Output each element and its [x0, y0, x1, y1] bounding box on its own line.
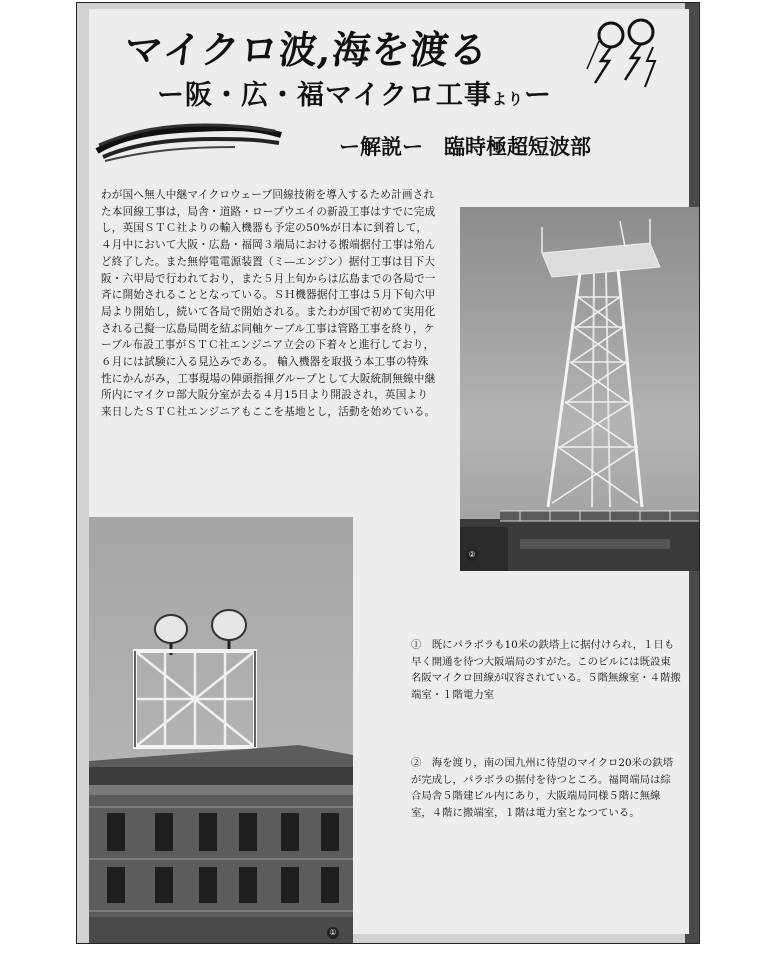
- caption-osaka: ① 既にパラボラも10米の鉄塔上に据付けられ，１日も早く開通を待つ大阪端局のすがた。このビルには既設東名阪マイクロ回線が収容されている。５階無線室・４階搬端室・１階電力室: [411, 639, 681, 701]
- headline: マイクロ波,海を渡る: [122, 27, 491, 72]
- subtitle-main: ー阪・広・福マイクロ工事: [157, 80, 492, 111]
- magazine-page: [89, 9, 689, 937]
- photo-number-2: ②: [466, 549, 478, 561]
- scanned-page: [76, 2, 700, 944]
- lightning-dish-illustration: [579, 17, 674, 92]
- brush-stroke-decoration: [95, 117, 285, 167]
- subtitle-suffix: より: [491, 90, 524, 108]
- photo-fukuoka-tower: [460, 207, 700, 571]
- tower-photo-image: [460, 207, 700, 571]
- photo-osaka-building: [89, 517, 353, 944]
- subtitle-dash: ー: [523, 80, 552, 111]
- article-body: わが国へ無人中継マイクロウェーブ回線技術を導入するため計画された本回線工事は，局舎・道路・ロープウエイの新設工事はすでに完成し，英国ＳＴＣ社よりの輸入機器も予定の50%が日本に到着して，４月中において大阪・広島・福岡３端局における搬端据付工事は殆んど終了した。また無停電電源装置（ミ―エンジン）据付工事は目下大阪・六甲局で行われており，また５月上旬からは広島までの各局で一斉に開始されることとなっている。ＳＨ機器据付工事は５月下旬六甲局より開始し，続いて各局で開始される。またわが国で初めて実用化される己擬一広島局間を結ぶ同軸ケーブル工事は管路工事を終り，ケーブル布設工事がＳＴＣ社エンジニア立会の下着々と進行しており，６月には試験に入る見込みである。 輸入機器を取扱う本工事の特殊性にかんがみ，工事現場の陣頭指揮グループとして大阪統制無線中継所内にマイクロ部大阪分室が去る４月15日より開設され，英国より来日したＳＴＣ社エンジニアもここを基地とし，活動を始めている。: [101, 189, 436, 419]
- byline: ー解説ー 臨時極超短波部: [339, 134, 591, 159]
- headline-subtitle: [157, 73, 552, 112]
- caption-fukuoka: ② 海を渡り，南の国九州に待望のマイクロ20米の鉄塔が完成し，パラボラの据付を待つところ。福岡端局は綜合局舎５階建ビル内にあり，大阪端局同様５階に無線室，４階に搬端室，１階は電力室となつている。: [411, 757, 674, 819]
- building-photo-image: [89, 517, 353, 944]
- photo-number-1: ①: [327, 927, 339, 939]
